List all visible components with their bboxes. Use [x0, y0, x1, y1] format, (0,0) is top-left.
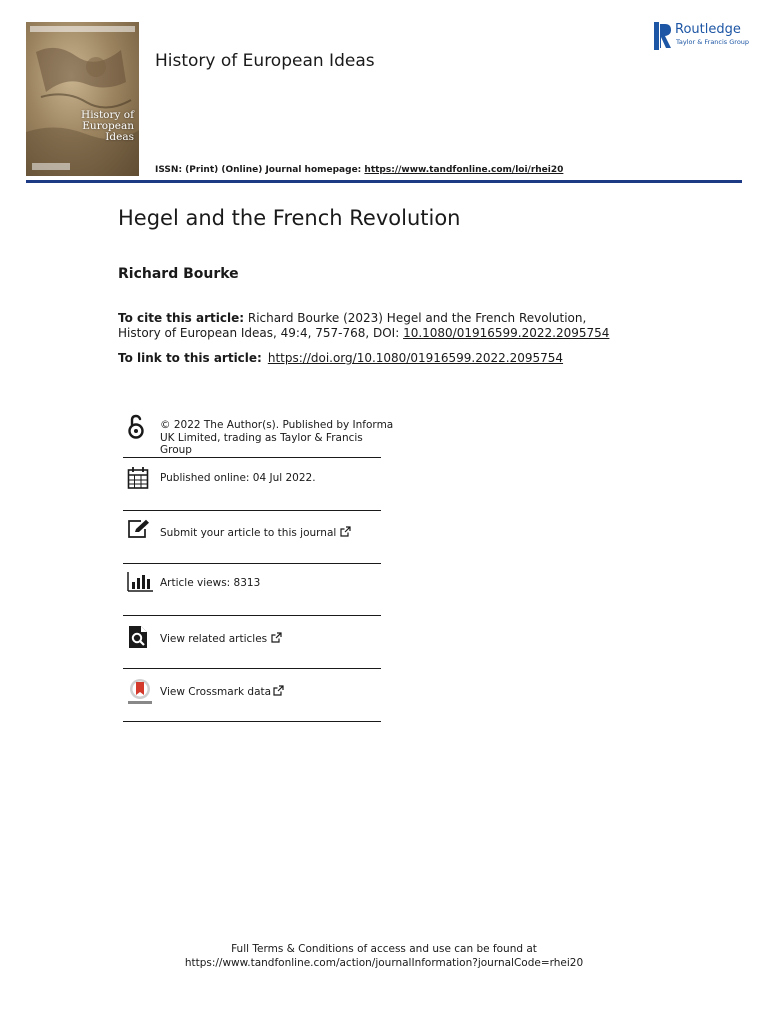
open-access-text [160, 419, 393, 457]
terms-line: Full Terms & Conditions of access and use can be found at [231, 943, 537, 955]
external-link-icon [273, 685, 284, 696]
citation-label: To cite this article: [118, 311, 245, 325]
related-articles-link[interactable] [160, 632, 282, 646]
header-rule [26, 180, 742, 183]
published-row [123, 458, 381, 511]
submit-article-label: Submit your article to this journal [160, 527, 337, 539]
terms-url: https://www.tandfonline.com/action/journalInformation?journalCode=rhei20 [184, 957, 584, 969]
published-date-text: Published online: 04 Jul 2022. [160, 472, 316, 484]
row-divider [123, 721, 381, 722]
cover-title-line: Ideas [105, 131, 134, 143]
related-articles-row[interactable] [123, 616, 381, 669]
crossmark-link[interactable] [160, 685, 284, 699]
article-views-text: Article views: 8313 [160, 577, 261, 589]
citation-block [118, 311, 618, 340]
open-access-text-line: Group [160, 444, 192, 456]
journal-title: History of European Ideas [155, 51, 375, 71]
external-link-icon [340, 526, 351, 537]
cover-title-line: History of [81, 109, 134, 121]
journal-homepage-link[interactable]: https://www.tandfonline.com/loi/rhei20 [364, 165, 564, 175]
open-access-text-line: © 2022 The Author(s). Published by Informa [160, 419, 394, 431]
submit-article-row[interactable] [123, 511, 381, 564]
routledge-r-icon [654, 22, 672, 50]
link-label: To link to this article: [118, 351, 262, 365]
document-search-icon [127, 625, 149, 649]
doi-link[interactable]: 10.1080/01916599.2022.2095754 [403, 325, 610, 340]
crossmark-label: View Crossmark data [160, 686, 272, 698]
open-access-text-line: UK Limited, trading as Taylor & Francis [160, 431, 363, 444]
crossmark-row[interactable] [123, 669, 381, 722]
cover-publisher-mark [32, 163, 70, 170]
issn-line [155, 165, 563, 175]
cover-title-line: European [82, 120, 134, 132]
article-title: Hegel and the French Revolution [118, 206, 461, 230]
submit-article-link[interactable] [160, 526, 351, 540]
edit-icon [127, 519, 151, 539]
external-link-icon [271, 632, 282, 643]
open-access-icon [127, 414, 145, 440]
crossmark-icon [127, 678, 153, 706]
journal-cover-image [26, 22, 139, 176]
article-views-row [123, 564, 381, 616]
calendar-icon [127, 466, 149, 490]
cover-top-banner [30, 26, 135, 32]
cover-title [58, 110, 134, 143]
related-articles-label: View related articles [160, 633, 268, 645]
publisher-tagline: Taylor & Francis Group [676, 38, 750, 46]
citation-text: Richard Bourke (2023) Hegel and the French Revolution, History of European Ideas, 49:4, 757-768, DOI: [118, 311, 587, 340]
publisher-name: Routledge [675, 22, 741, 37]
issn-text: ISSN: (Print) (Online) Journal homepage: [155, 165, 365, 175]
doi-url-link[interactable]: https://doi.org/10.1080/01916599.2022.2095754 [267, 351, 564, 365]
bar-chart-icon [127, 572, 153, 592]
open-access-row [123, 412, 394, 458]
terms-footer [0, 942, 768, 970]
article-author: Richard Bourke [118, 266, 239, 282]
article-link-line [118, 351, 563, 365]
cover-map-art [26, 22, 139, 176]
